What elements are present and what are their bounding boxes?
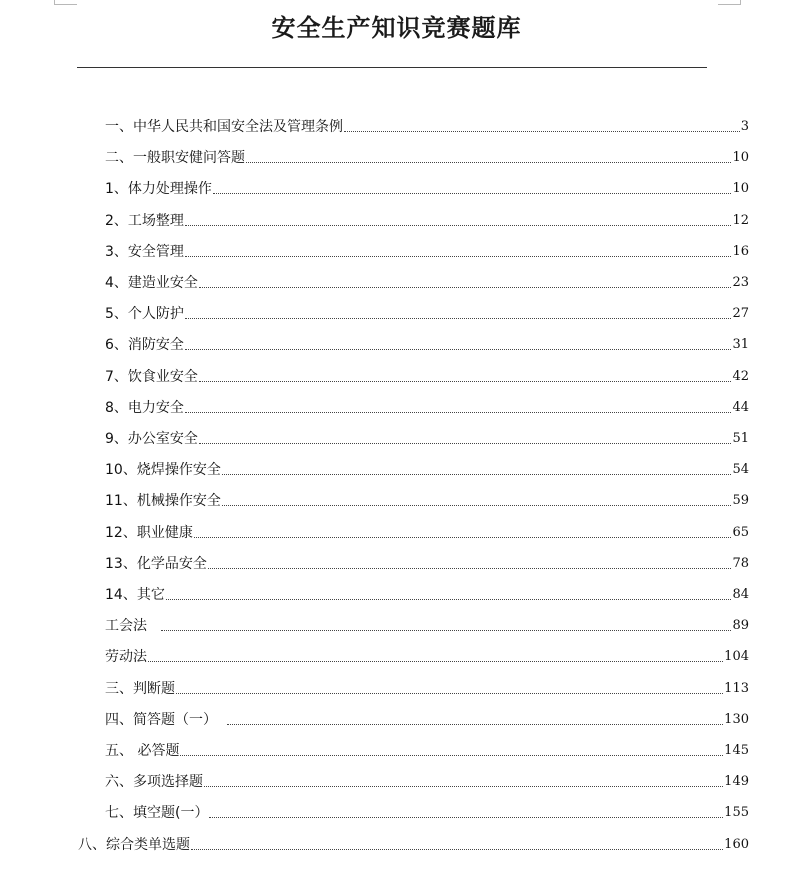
toc-entry-page-number: 104	[724, 649, 749, 664]
toc-entry-label: 12、职业健康	[105, 525, 193, 541]
toc-entry-label: 7、饮食业安全	[105, 369, 198, 385]
toc-entry[interactable]	[105, 642, 749, 666]
toc-dot-leader	[185, 411, 732, 413]
toc-entry-label: 劳动法	[105, 649, 147, 665]
toc-dot-leader	[213, 192, 732, 194]
toc-entry-page-number: 113	[724, 681, 749, 696]
toc-entry-label: 3、安全管理	[105, 244, 184, 260]
toc-entry-label: 4、建造业安全	[105, 275, 198, 291]
toc-dot-leader	[148, 660, 723, 662]
document-title: 安全生产知识竞赛题库	[271, 13, 522, 42]
toc-entry[interactable]	[105, 518, 749, 542]
page-corner-mark-left	[54, 0, 77, 5]
toc-entry-page-number: 59	[732, 493, 749, 508]
toc-entry-label: 13、化学品安全	[105, 556, 207, 572]
toc-dot-leader	[194, 536, 732, 538]
toc-entry-label: 11、机械操作安全	[105, 493, 221, 509]
toc-dot-leader	[199, 442, 732, 444]
toc-entry-label: 七、填空题(一）	[105, 805, 209, 821]
toc-entry-page-number: 78	[732, 556, 749, 571]
toc-entry[interactable]	[105, 362, 749, 386]
toc-dot-leader	[222, 504, 732, 506]
toc-entry[interactable]	[105, 674, 749, 698]
toc-entry[interactable]	[105, 237, 749, 261]
toc-entry-page-number: 155	[724, 805, 749, 820]
toc-entry[interactable]	[105, 486, 749, 510]
toc-entry-label: 五、 必答题	[105, 743, 180, 759]
toc-entry-label: 工会法	[105, 618, 161, 634]
toc-dot-leader	[246, 161, 731, 163]
toc-dot-leader	[209, 816, 723, 818]
toc-entry-label: 一、中华人民共和国安全法及管理条例	[105, 119, 343, 135]
toc-entry[interactable]	[105, 424, 749, 448]
toc-entry-label: 10、烧焊操作安全	[105, 462, 221, 478]
toc-entry-page-number: 84	[732, 587, 749, 602]
toc-entry-page-number: 54	[732, 462, 749, 477]
toc-entry-page-number: 89	[732, 618, 749, 633]
toc-entry-label: 八、综合类单选题	[78, 837, 190, 853]
toc-entry[interactable]	[105, 549, 749, 573]
toc-entry-label: 三、判断题	[105, 681, 175, 697]
toc-entry-label: 2、工场整理	[105, 213, 184, 229]
toc-entry[interactable]	[105, 112, 749, 136]
toc-entry[interactable]	[78, 830, 749, 854]
toc-entry-label: 1、体力处理操作	[105, 181, 212, 197]
toc-entry-page-number: 12	[732, 213, 749, 228]
toc-dot-leader	[208, 567, 732, 569]
toc-entry-page-number: 145	[724, 743, 749, 758]
toc-entry-page-number: 23	[732, 275, 749, 290]
toc-entry-label: 9、办公室安全	[105, 431, 198, 447]
toc-entry-label: 8、电力安全	[105, 400, 184, 416]
toc-dot-leader	[204, 785, 723, 787]
title-divider	[77, 67, 707, 68]
toc-entry-label: 6、消防安全	[105, 337, 184, 353]
toc-entry[interactable]	[105, 206, 749, 230]
toc-entry[interactable]	[105, 455, 749, 479]
toc-dot-leader	[344, 130, 740, 132]
toc-entry[interactable]	[105, 798, 749, 822]
toc-entry[interactable]	[105, 705, 749, 729]
toc-entry-label: 5、个人防护	[105, 306, 184, 322]
toc-dot-leader	[185, 317, 732, 319]
toc-dot-leader	[176, 692, 723, 694]
toc-dot-leader	[180, 754, 723, 756]
toc-entry-page-number: 3	[740, 119, 749, 134]
toc-entry-page-number: 65	[732, 525, 749, 540]
toc-entry-label: 六、多项选择题	[105, 774, 203, 790]
toc-entry[interactable]	[105, 580, 749, 604]
toc-dot-leader	[166, 598, 732, 600]
page-corner-mark-right	[718, 0, 741, 5]
toc-dot-leader	[185, 348, 732, 350]
toc-entry[interactable]	[105, 736, 749, 760]
toc-entry-page-number: 149	[724, 774, 749, 789]
toc-entry-page-number: 10	[732, 150, 749, 165]
toc-entry-page-number: 42	[732, 369, 749, 384]
toc-entry-page-number: 10	[732, 181, 749, 196]
toc-entry[interactable]	[105, 143, 749, 167]
toc-dot-leader	[199, 286, 732, 288]
toc-dot-leader	[185, 224, 732, 226]
toc-entry-label: 二、一般职安健问答题	[105, 150, 245, 166]
toc-dot-leader	[191, 848, 723, 850]
toc-entry-page-number: 31	[732, 337, 749, 352]
toc-entry-page-number: 44	[732, 400, 749, 415]
toc-entry[interactable]	[105, 299, 749, 323]
toc-entry[interactable]	[105, 393, 749, 417]
toc-dot-leader	[185, 255, 732, 257]
toc-dot-leader	[161, 629, 731, 631]
toc-entry[interactable]	[105, 767, 749, 791]
toc-entry-page-number: 16	[732, 244, 749, 259]
toc-entry-page-number: 51	[732, 431, 749, 446]
toc-entry[interactable]	[105, 174, 749, 198]
toc-entry-label: 14、其它	[105, 587, 165, 603]
toc-entry-label: 四、简答题（一）	[105, 712, 226, 728]
toc-entry[interactable]	[105, 268, 749, 292]
toc-entry-page-number: 27	[732, 306, 749, 321]
toc-dot-leader	[227, 723, 723, 725]
toc-dot-leader	[199, 380, 732, 382]
toc-entry[interactable]	[105, 330, 749, 354]
toc-dot-leader	[222, 473, 732, 475]
toc-entry-page-number: 160	[724, 837, 749, 852]
toc-entry[interactable]	[105, 611, 749, 635]
toc-entry-page-number: 130	[724, 712, 749, 727]
